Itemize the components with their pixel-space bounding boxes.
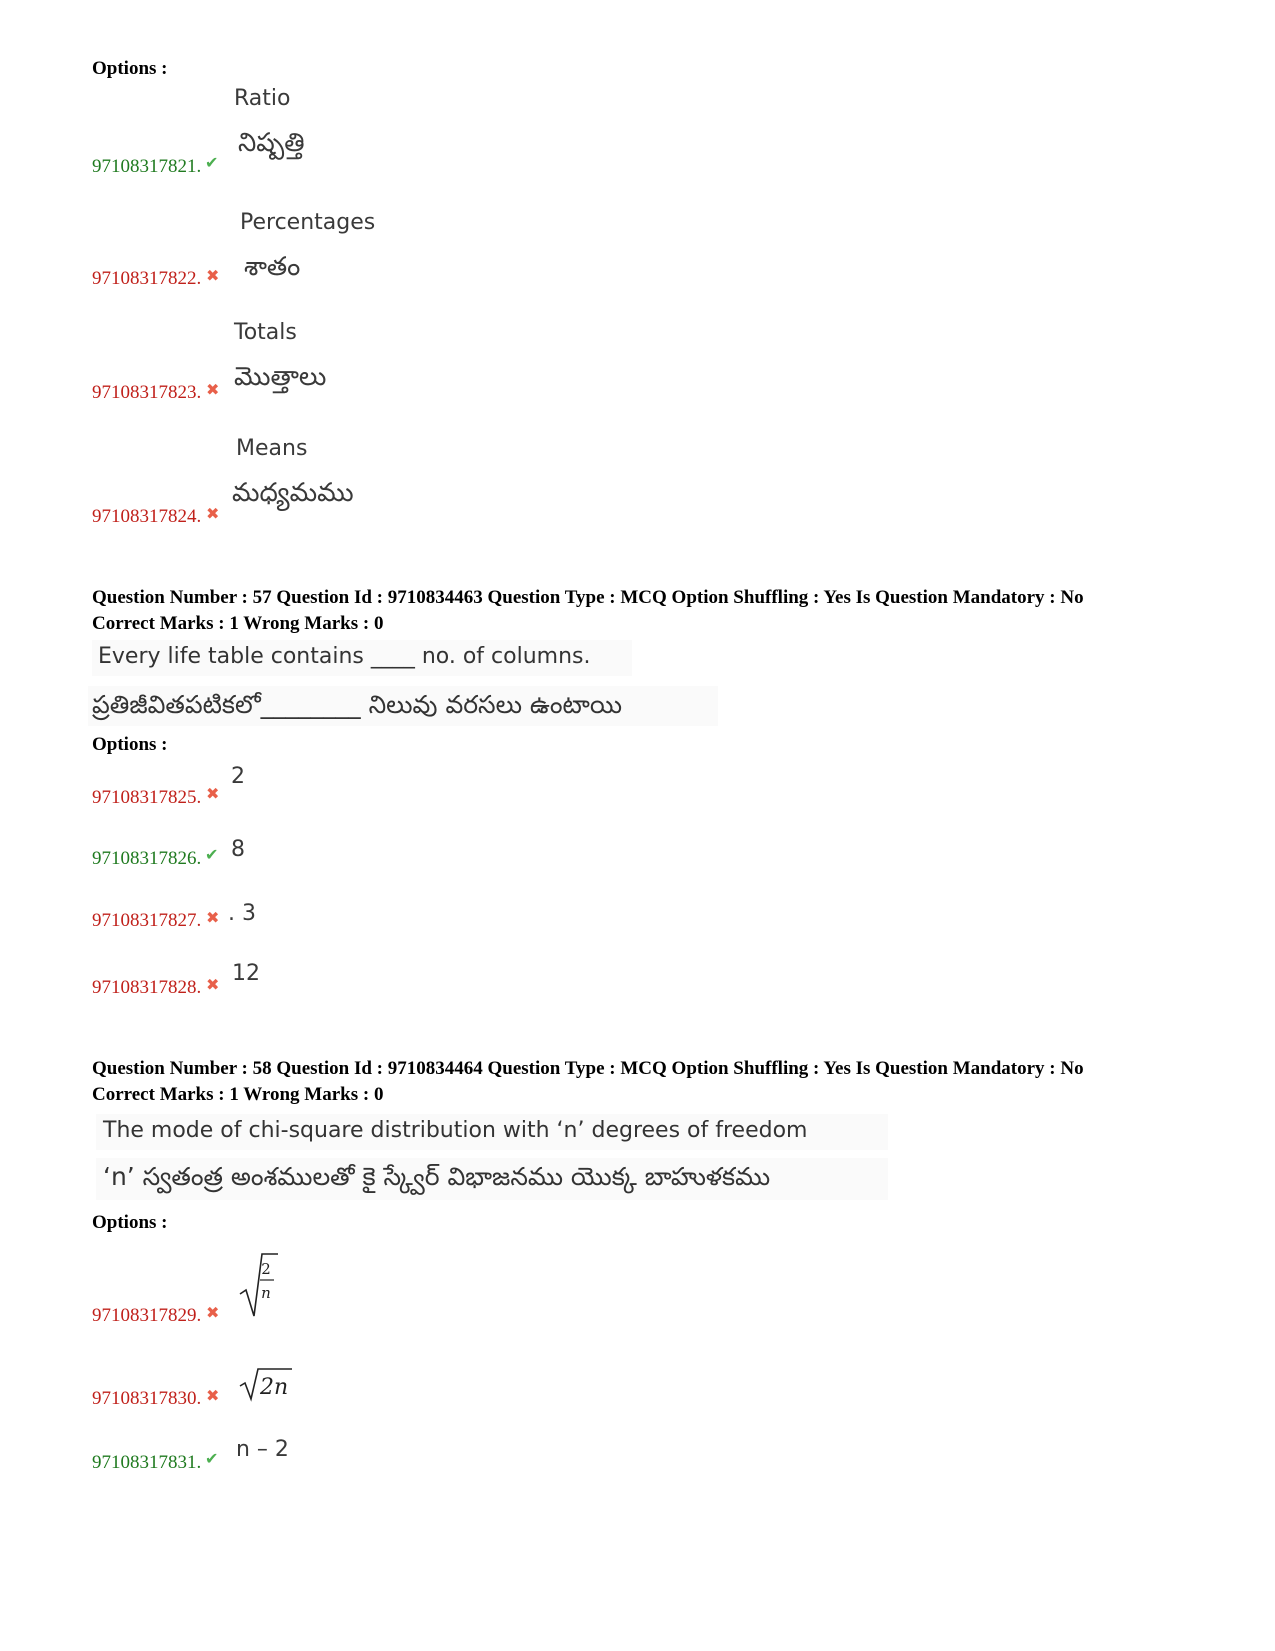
question-marks: Correct Marks : 1 Wrong Marks : 0	[92, 1084, 384, 1105]
option-id: 97108317830.	[92, 1388, 202, 1409]
option-text-en: Totals	[234, 320, 297, 345]
option-value: n – 2	[236, 1437, 289, 1462]
option-id: 97108317827.	[92, 910, 202, 931]
correct-check-icon: ✔	[205, 845, 219, 864]
wrong-cross-icon: ✖	[206, 975, 220, 994]
wrong-cross-icon: ✖	[206, 504, 220, 523]
option-text-en: Ratio	[234, 86, 291, 111]
option-id: 97108317822.	[92, 268, 202, 289]
wrong-cross-icon: ✖	[206, 380, 220, 399]
question-text-en: Every life table contains ____ no. of columns.	[98, 644, 591, 669]
question-text-en: The mode of chi-square distribution with ‘n’ degrees of freedom	[103, 1118, 808, 1143]
sqrt-formula	[238, 1366, 294, 1402]
option-id: 97108317821.	[92, 156, 202, 177]
fraction-denominator: n	[261, 1284, 271, 1302]
option-id: 97108317824.	[92, 506, 202, 527]
wrong-cross-icon: ✖	[206, 1303, 220, 1322]
wrong-cross-icon: ✖	[206, 1386, 220, 1405]
question-text-te: ‘n’ స్వతంత్ర అంశములతో కై స్క్వేర్ విభాజనము యొక్క బాహుళకము	[103, 1162, 771, 1191]
option-text-en: Percentages	[240, 210, 376, 235]
sqrt-radicand: 2n	[260, 1375, 289, 1400]
option-value: 2	[231, 764, 245, 789]
option-id: 97108317831.	[92, 1452, 202, 1473]
option-text-te: నిష్పత్తి	[238, 128, 305, 158]
option-id: 97108317826.	[92, 848, 202, 869]
options-label: Options :	[92, 734, 168, 755]
options-label: Options :	[92, 1212, 168, 1233]
question-header: Question Number : 57 Question Id : 9710834463 Question Type : MCQ Option Shuffling : Yes Is Question Mandatory : No	[92, 587, 1084, 608]
fraction-numerator: 2	[261, 1260, 271, 1278]
option-id: 97108317828.	[92, 977, 202, 998]
option-value: 8	[231, 837, 245, 862]
option-text-en: Means	[236, 436, 308, 461]
question-header: Question Number : 58 Question Id : 9710834464 Question Type : MCQ Option Shuffling : Yes Is Question Mandatory : No	[92, 1058, 1084, 1079]
option-text-te: శాతం	[244, 252, 301, 282]
wrong-cross-icon: ✖	[206, 784, 220, 803]
wrong-cross-icon: ✖	[206, 908, 220, 927]
option-text-te: మధ్యమము	[232, 478, 354, 508]
options-label: Options :	[92, 58, 168, 79]
sqrt-fraction-formula	[238, 1250, 280, 1322]
option-id: 97108317823.	[92, 382, 202, 403]
option-id: 97108317829.	[92, 1305, 202, 1326]
wrong-cross-icon: ✖	[206, 266, 220, 285]
correct-check-icon: ✔	[205, 1449, 219, 1468]
option-text-te: మొత్తాలు	[234, 362, 327, 392]
option-id: 97108317825.	[92, 787, 202, 808]
question-marks: Correct Marks : 1 Wrong Marks : 0	[92, 613, 384, 634]
option-value: 12	[232, 961, 260, 986]
option-value: . 3	[228, 901, 256, 926]
correct-check-icon: ✔	[205, 153, 219, 172]
question-text-te: ప్రతిజీవితపటికలో________ నిలువు వరసలు ఉంటాయి	[92, 690, 623, 719]
